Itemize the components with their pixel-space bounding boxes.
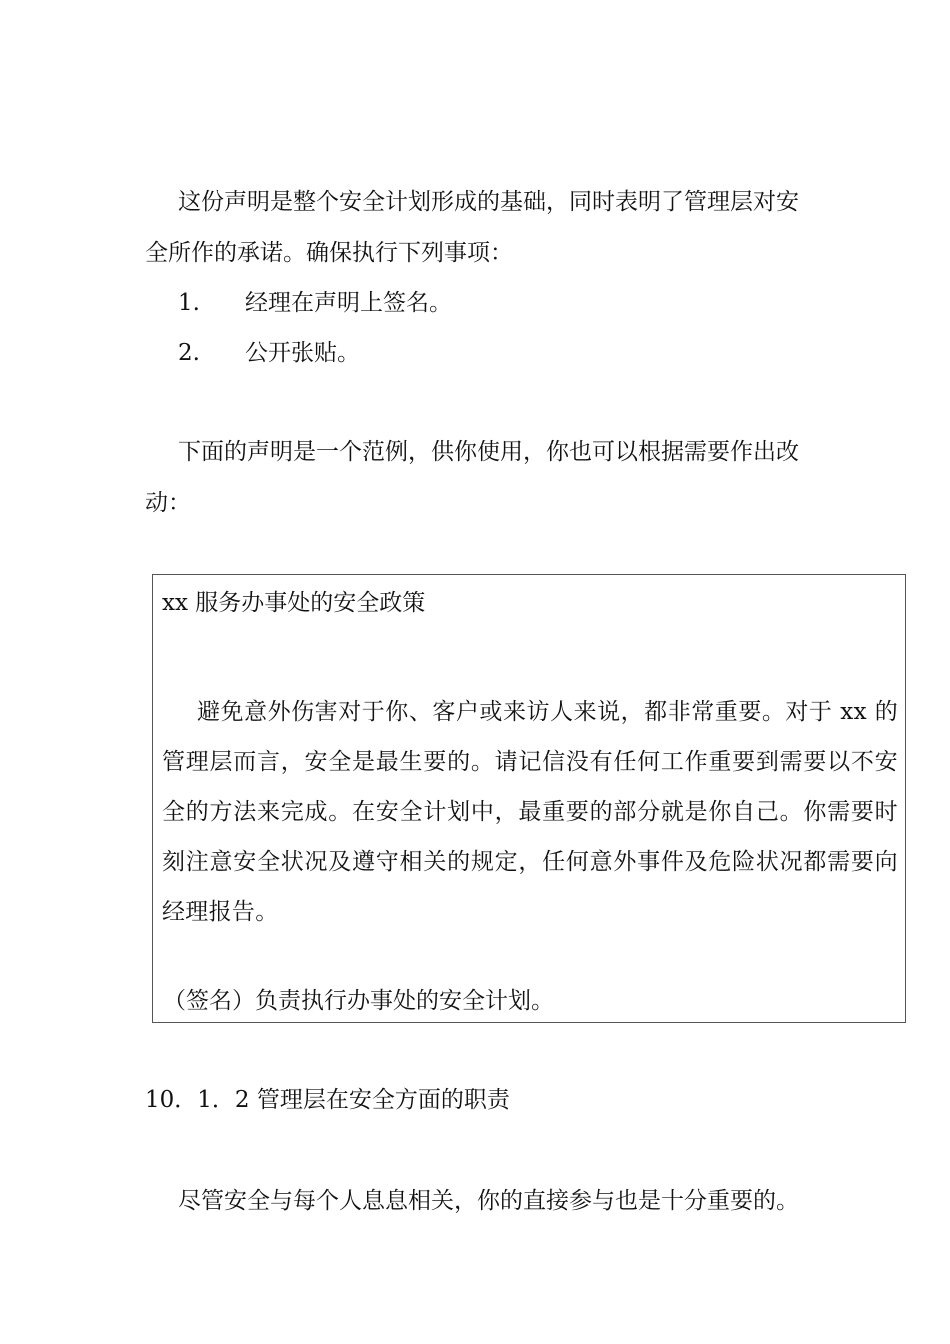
- section-heading: 10．1．2 管理层在安全方面的职责: [145, 1087, 510, 1113]
- list-item-2-number: 2.: [178, 340, 200, 366]
- policy-signature: （签名）负责执行办事处的安全计划。: [163, 988, 554, 1014]
- policy-title: xx 服务办事处的安全政策: [162, 590, 426, 616]
- sample-intro-line-2: 动：: [145, 490, 191, 516]
- policy-box: [152, 574, 906, 1023]
- section-paragraph: 尽管安全与每个人息息相关，你的直接参与也是十分重要的。: [178, 1188, 799, 1214]
- sample-intro-line-1: 下面的声明是一个范例，供你使用，你也可以根据需要作出改: [178, 439, 799, 465]
- intro-line-1: 这份声明是整个安全计划形成的基础，同时表明了管理层对安: [178, 189, 799, 215]
- list-item-1-number: 1.: [178, 290, 200, 316]
- intro-line-2: 全所作的承诺。确保执行下列事项：: [145, 240, 513, 266]
- list-item-2-text: 公开张贴。: [245, 340, 360, 366]
- list-item-1-text: 经理在声明上签名。: [245, 290, 452, 316]
- policy-body: 避免意外伤害对于你、客户或来访人来说，都非常重要。对于 xx 的管理层而言，安全是最生要的。请记信没有任何工作重要到需要以不安全的方法来完成。在安全计划中，最重要的部分就是你自己。你需要时刻注意安全状况及遵守相关的规定，任何意外事件及危险状况都需要向经理报告。: [162, 699, 898, 925]
